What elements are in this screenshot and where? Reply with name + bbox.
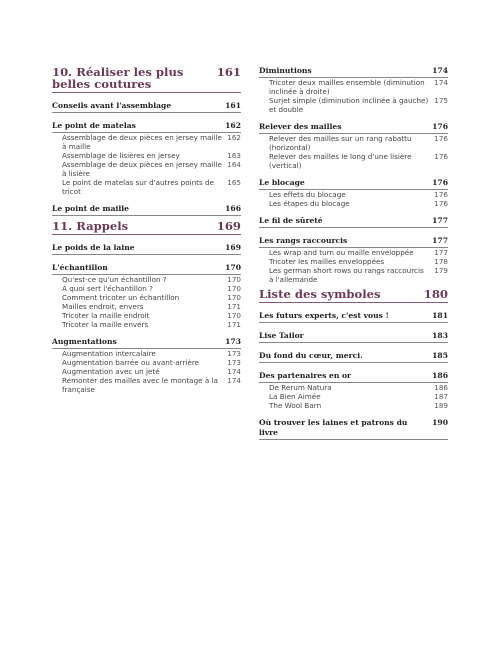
toc-entry-title: Diminutions — [259, 66, 312, 75]
toc-page-number: 170 — [227, 293, 241, 302]
toc-entry-title: Comment tricoter un échantillon — [62, 293, 180, 302]
toc-page-number: 169 — [216, 219, 241, 233]
toc-page-number: 179 — [434, 266, 448, 275]
toc-page-number: 187 — [434, 392, 448, 401]
toc-entry-title: Les german short rows ou rangs raccourcis à l'allemande — [269, 266, 424, 284]
toc-page-number: 178 — [434, 257, 448, 266]
toc-page-number: 190 — [432, 418, 448, 427]
toc-subsection[interactable] — [259, 78, 448, 96]
toc-subsection[interactable] — [259, 401, 448, 410]
toc-subsection[interactable] — [259, 152, 448, 170]
toc-subsection[interactable] — [259, 383, 448, 392]
toc-entry-title: Mailles endroit, envers — [62, 302, 144, 311]
toc-subsection[interactable] — [52, 151, 241, 160]
toc-entry-title: Les étapes du blocage — [269, 199, 350, 208]
toc-chapter[interactable] — [52, 220, 241, 235]
toc-subsection[interactable] — [259, 257, 448, 266]
toc-entry-title: Le point de matelas sur d'autres points de tricot — [62, 178, 214, 196]
toc-entry-title: La Bien Aimée — [269, 392, 321, 401]
toc-entry-title: Relever des mailles le long d'une lisière (vertical) — [269, 152, 412, 170]
toc-page-number: 186 — [434, 383, 448, 392]
toc-section[interactable] — [259, 216, 448, 228]
toc-entry-title: Assemblage de deux pièces en jersey maille à maille — [62, 133, 222, 151]
toc-page-number: 171 — [227, 320, 241, 329]
toc-subsection[interactable] — [52, 320, 241, 329]
toc-entry-title: Les effets du blocage — [269, 190, 346, 199]
toc-page-number: 170 — [225, 263, 241, 272]
toc-page-number: 176 — [434, 152, 448, 161]
toc-entry-title: Où trouver les laines et patrons du livre — [259, 418, 408, 437]
toc-subsection[interactable] — [259, 96, 448, 114]
toc-section[interactable] — [259, 351, 448, 363]
toc-entry-title: L'échantillon — [52, 263, 108, 272]
toc-page-number: 176 — [432, 178, 448, 187]
toc-entry-title: Assemblage de lisières en jersey — [62, 151, 180, 160]
toc-entry-title: Assemblage de deux pièces en jersey maille à lisière — [62, 160, 222, 178]
toc-entry-title: Tricoter deux mailles ensemble (diminution inclinée à droite) — [269, 78, 425, 96]
toc-page-number: 161 — [216, 65, 241, 79]
toc-entry-title: Augmentation avec un jeté — [62, 367, 160, 376]
toc-page-number: 174 — [227, 367, 241, 376]
toc-page-number: 170 — [227, 284, 241, 293]
toc-page-number: 174 — [227, 376, 241, 385]
toc-page-number: 176 — [434, 134, 448, 143]
toc-page-number: 177 — [432, 236, 448, 245]
toc-entry-title: Tricoter la maille envers — [62, 320, 149, 329]
toc-page-number: 174 — [434, 78, 448, 87]
toc-subsection[interactable] — [52, 311, 241, 320]
toc-column-right — [259, 66, 448, 440]
toc-entry-title: Tricoter la maille endroit — [62, 311, 150, 320]
toc-subsection[interactable] — [52, 367, 241, 376]
toc-section[interactable] — [259, 178, 448, 190]
toc-subsection[interactable] — [52, 302, 241, 311]
toc-page-number: 165 — [227, 178, 241, 187]
toc-page-number: 173 — [225, 337, 241, 346]
toc-page-number: 176 — [434, 190, 448, 199]
toc-page-number: 161 — [225, 101, 241, 110]
toc-page-number: 170 — [227, 275, 241, 284]
toc-section[interactable] — [259, 122, 448, 134]
toc-section[interactable] — [259, 418, 448, 440]
toc-subsection[interactable] — [259, 392, 448, 401]
toc-page-number: 176 — [432, 122, 448, 131]
toc-section[interactable] — [259, 236, 448, 248]
toc-subsection[interactable] — [52, 160, 241, 178]
toc-page-number: 176 — [434, 199, 448, 208]
toc-subsection[interactable] — [52, 293, 241, 302]
toc-entry-title: Les rangs raccourcis — [259, 236, 348, 245]
toc-page-number: 186 — [432, 371, 448, 380]
toc-subsection[interactable] — [52, 275, 241, 284]
toc-entry-title: Augmentation intercalaire — [62, 349, 156, 358]
toc-section[interactable] — [259, 371, 448, 383]
toc-entry-title: Les wrap and turn ou maille enveloppée — [269, 248, 414, 257]
toc-page-number: 164 — [227, 160, 241, 169]
toc-page-number: 162 — [227, 133, 241, 142]
toc-entry-title: Liste des symboles — [259, 287, 381, 301]
toc-entry-title: Remonter des mailles avec le montage à la française — [62, 376, 218, 394]
toc-section[interactable] — [52, 263, 241, 275]
toc-entry-title: Augmentations — [52, 337, 117, 346]
toc-entry-title: Le fil de sûreté — [259, 216, 323, 225]
toc-page-number: 169 — [225, 243, 241, 252]
toc-entry-title: 11. Rappels — [52, 219, 129, 233]
toc-entry-title: Lise Tailor — [259, 331, 304, 340]
toc-entry-title: Du fond du cœur, merci. — [259, 351, 363, 360]
toc-page-number: 171 — [227, 302, 241, 311]
toc-entry-title: Le poids de la laine — [52, 243, 135, 252]
toc-page-number: 185 — [432, 351, 448, 360]
toc-column-left — [52, 66, 241, 394]
toc-subsection[interactable] — [259, 199, 448, 208]
toc-subsection[interactable] — [52, 376, 241, 394]
toc-page-number: 174 — [432, 66, 448, 75]
toc-entry-title: Le point de maille — [52, 204, 129, 213]
toc-chapter[interactable] — [259, 288, 448, 303]
toc-entry-title: The Wool Barn — [269, 401, 322, 410]
toc-section[interactable] — [259, 66, 448, 78]
toc-entry-title: Conseils avant l'assemblage — [52, 101, 172, 110]
toc-section[interactable] — [52, 121, 241, 133]
toc-entry-title: Le blocage — [259, 178, 305, 187]
toc-subsection[interactable] — [52, 284, 241, 293]
toc-subsection[interactable] — [259, 134, 448, 152]
toc-section[interactable] — [52, 204, 241, 216]
toc-page-number: 183 — [432, 331, 448, 340]
toc-subsection[interactable] — [52, 358, 241, 367]
toc-page-number: 162 — [225, 121, 241, 130]
toc-page-number: 177 — [434, 248, 448, 257]
toc-chapter[interactable] — [52, 66, 241, 93]
toc-subsection[interactable] — [259, 248, 448, 257]
toc-section[interactable] — [259, 331, 448, 343]
toc-page-number: 173 — [227, 358, 241, 367]
toc-subsection[interactable] — [259, 190, 448, 199]
toc-entry-title: Qu'est-ce qu'un échantillon ? — [62, 275, 167, 284]
toc-entry-title: De Rerum Natura — [269, 383, 332, 392]
toc-entry-title: Le point de matelas — [52, 121, 136, 130]
toc-page-number: 175 — [434, 96, 448, 105]
toc-entry-title: Les futurs experts, c'est vous ! — [259, 311, 389, 320]
toc-section[interactable] — [52, 101, 241, 113]
toc-page-number: 170 — [227, 311, 241, 320]
toc-subsection[interactable] — [259, 266, 448, 284]
toc-entry-title: À quoi sert l'échantillon ? — [62, 284, 153, 293]
toc-subsection[interactable] — [52, 133, 241, 151]
toc-page-number: 163 — [227, 151, 241, 160]
toc-page-number: 166 — [225, 204, 241, 213]
toc-entry-title: Tricoter les mailles enveloppées — [269, 257, 385, 266]
toc-entry-title: Surjet simple (diminution inclinée à gauche) et double — [269, 96, 429, 114]
toc-section[interactable] — [52, 337, 241, 349]
toc-entry-title: Relever des mailles sur un rang rabattu (horizontal) — [269, 134, 412, 152]
toc-page-number: 177 — [432, 216, 448, 225]
toc-page-number: 189 — [434, 401, 448, 410]
toc-section[interactable] — [259, 311, 448, 323]
toc-page-number: 173 — [227, 349, 241, 358]
toc-subsection[interactable] — [52, 349, 241, 358]
toc-entry-title: 10. Réaliser les plus belles coutures — [52, 65, 184, 91]
toc-entry-title: Relever des mailles — [259, 122, 342, 131]
toc-subsection[interactable] — [52, 178, 241, 196]
toc-section[interactable] — [52, 243, 241, 255]
toc-page-number: 180 — [423, 287, 448, 301]
toc-entry-title: Des partenaires en or — [259, 371, 352, 380]
toc-page-number: 181 — [432, 311, 448, 320]
toc-entry-title: Augmentation barrée ou avant-arrière — [62, 358, 200, 367]
